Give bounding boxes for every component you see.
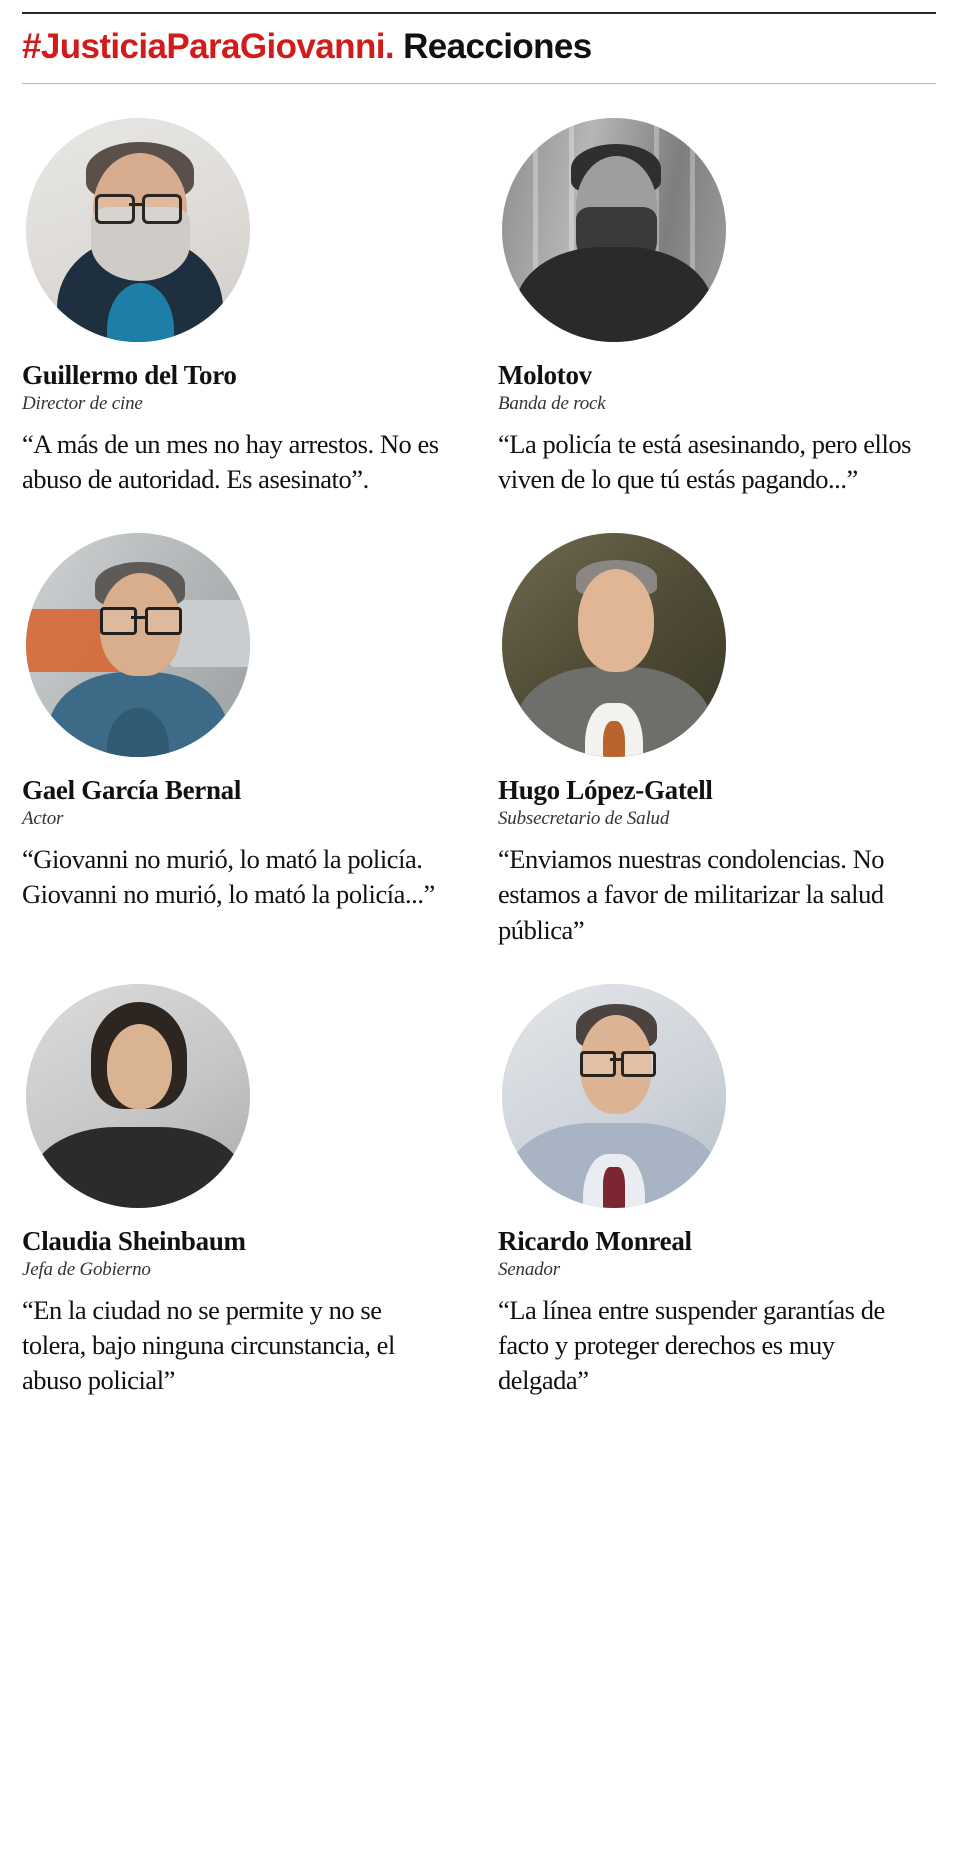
avatar	[502, 533, 726, 757]
person-name: Guillermo del Toro	[22, 359, 237, 390]
portrait-guillermo-del-toro-icon	[26, 118, 250, 342]
headline-hashtag: #JusticiaParaGiovanni.	[22, 27, 394, 66]
person-name: Claudia Sheinbaum	[22, 1225, 246, 1256]
person-role: Banda de rock	[498, 392, 606, 414]
avatar	[26, 118, 250, 342]
reaction-card	[22, 118, 460, 498]
person-quote: “La policía te está asesinando, pero ellos viven de lo que tú estás pagando...”	[498, 428, 912, 494]
avatar	[502, 118, 726, 342]
portrait-claudia-sheinbaum-icon	[26, 984, 250, 1208]
avatar	[26, 533, 250, 757]
person-name: Molotov	[498, 359, 592, 390]
person-quote: “En la ciudad no se permite y no se tolera, bajo ninguna circunstancia, el abuso policial”	[22, 1294, 395, 1396]
reaction-card	[22, 984, 460, 1399]
person-name: Hugo López-Gatell	[498, 775, 713, 806]
person-quote: “Giovanni no murió, lo mató la policía. Giovanni no murió, lo mató la policía...”	[22, 844, 435, 910]
reactions-grid	[22, 84, 936, 1399]
reaction-card	[498, 118, 936, 498]
infographic-page	[0, 12, 958, 1849]
person-quote: “La línea entre suspender garantías de facto y proteger derechos es muy delgada”	[498, 1294, 885, 1396]
page-title	[22, 14, 936, 83]
reaction-card	[498, 533, 936, 948]
person-role: Senador	[498, 1258, 560, 1280]
person-role: Actor	[22, 808, 64, 830]
portrait-ricardo-monreal-icon	[502, 984, 726, 1208]
person-role: Subsecretario de Salud	[498, 808, 670, 830]
portrait-hugo-lopez-gatell-icon	[502, 533, 726, 757]
person-name: Ricardo Monreal	[498, 1225, 692, 1256]
avatar	[502, 984, 726, 1208]
portrait-molotov-icon	[502, 118, 726, 342]
person-role: Jefa de Gobierno	[22, 1258, 151, 1280]
person-role: Director de cine	[22, 392, 143, 414]
person-quote: “Enviamos nuestras condolencias. No estamos a favor de militarizar la salud pública”	[498, 844, 885, 945]
portrait-gael-garcia-bernal-icon	[26, 533, 250, 757]
headline-title: Reacciones	[403, 27, 592, 66]
avatar	[26, 984, 250, 1208]
person-quote: “A más de un mes no hay arrestos. No es abuso de autoridad. Es asesinato”.	[22, 428, 439, 494]
reaction-card	[498, 984, 936, 1399]
reaction-card	[22, 533, 460, 948]
person-name: Gael García Bernal	[22, 775, 242, 806]
